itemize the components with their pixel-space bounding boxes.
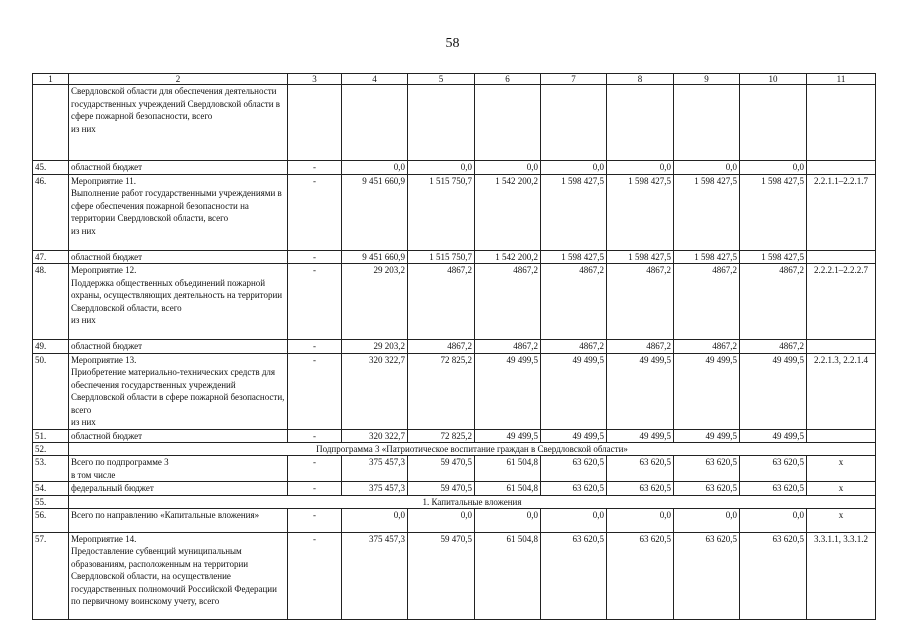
header-cell: 8 (607, 74, 674, 85)
target-index-cell (807, 429, 876, 443)
amount-cell: 49 499,5 (475, 353, 541, 429)
amount-cell: 4867,2 (740, 264, 807, 340)
table-row (33, 532, 876, 619)
target-index-cell: 3.3.1.1, 3.3.1.2 (807, 532, 876, 619)
header-cell: 7 (541, 74, 607, 85)
header-cell: 3 (288, 74, 342, 85)
amount-cell: 9 451 660,9 (342, 174, 408, 250)
amount-cell: 61 504,8 (475, 532, 541, 619)
page-number: 58 (445, 36, 460, 51)
item-name-cell: Свердловской области для обеспечения деятельности государственных учреждений Свердловской области в сфере пожарной безопасности, всего из них (69, 85, 288, 161)
item-name-cell: Мероприятие 11. Выполнение работ государственными учреждениями в сфере обеспечения пожарной безопасности на территории Свердловской области, всего из них (69, 174, 288, 250)
amount-cell: 0,0 (607, 161, 674, 175)
dash-cell: - (288, 161, 342, 175)
amount-cell: 59 470,5 (408, 482, 475, 496)
item-name-cell: областной бюджет (69, 429, 288, 443)
amount-cell: 1 598 427,5 (541, 174, 607, 250)
amount-cell: 4867,2 (408, 340, 475, 354)
amount-cell: 63 620,5 (541, 456, 607, 482)
dash-cell: - (288, 508, 342, 532)
dash-cell: - (288, 532, 342, 619)
amount-cell: 0,0 (607, 508, 674, 532)
amount-cell: 63 620,5 (740, 482, 807, 496)
amount-cell: 49 499,5 (607, 429, 674, 443)
amount-cell: 4867,2 (408, 264, 475, 340)
amount-cell: 0,0 (674, 161, 740, 175)
section-heading-cell: Подпрограмма 3 «Патриотическое воспитание граждан в Свердловской области» (69, 443, 876, 456)
amount-cell: 61 504,8 (475, 482, 541, 496)
amount-cell: 9 451 660,9 (342, 250, 408, 264)
row-number-cell: 48. (33, 264, 69, 340)
amount-cell: 4867,2 (475, 340, 541, 354)
amount-cell: 320 322,7 (342, 353, 408, 429)
table-row (33, 174, 876, 250)
target-index-cell (807, 85, 876, 161)
amount-cell: 59 470,5 (408, 456, 475, 482)
header-cell: 1 (33, 74, 69, 85)
item-name-cell: Мероприятие 14. Предоставление субвенций муниципальным образованиям, расположенным на территории Свердловской области, на осуществление государственных полномочий Российской Федерации по первичному воинскому учету, всего (69, 532, 288, 619)
amount-cell: 49 499,5 (740, 353, 807, 429)
amount-cell: 1 542 200,2 (475, 174, 541, 250)
amount-cell: 0,0 (475, 161, 541, 175)
amount-cell: 1 598 427,5 (607, 174, 674, 250)
row-number-cell: 45. (33, 161, 69, 175)
amount-cell: 49 499,5 (541, 353, 607, 429)
item-name-cell: Всего по подпрограмме 3 в том числе (69, 456, 288, 482)
target-index-cell: 2.2.1.1–2.2.1.7 (807, 174, 876, 250)
row-number-cell: 51. (33, 429, 69, 443)
amount-cell: 0,0 (740, 161, 807, 175)
table-row (33, 161, 876, 175)
amount-cell: 49 499,5 (674, 429, 740, 443)
row-number-cell: 56. (33, 508, 69, 532)
amount-cell: 375 457,3 (342, 532, 408, 619)
table-row (33, 85, 876, 161)
amount-cell: 63 620,5 (674, 532, 740, 619)
item-name-cell: областной бюджет (69, 250, 288, 264)
table-row (33, 482, 876, 496)
item-name-cell: Мероприятие 13. Приобретение материально-технических средств для обеспечения государственных учреждений Свердловской области в сфере пожарной безопасности, всего из них (69, 353, 288, 429)
item-name-cell: Мероприятие 12. Поддержка общественных объединений пожарной охраны, осуществляющих деятельность на территории Свердловской области, всего из них (69, 264, 288, 340)
target-index-cell (807, 250, 876, 264)
amount-cell: 0,0 (342, 508, 408, 532)
table-row (33, 353, 876, 429)
amount-cell: 0,0 (408, 161, 475, 175)
amount-cell: 1 515 750,7 (408, 250, 475, 264)
amount-cell: 63 620,5 (607, 482, 674, 496)
header-cell: 2 (69, 74, 288, 85)
amount-cell: 1 598 427,5 (674, 250, 740, 264)
amount-cell: 0,0 (541, 508, 607, 532)
amount-cell: 63 620,5 (541, 532, 607, 619)
item-name-cell: Всего по направлению «Капитальные вложения» (69, 508, 288, 532)
amount-cell: 4867,2 (475, 264, 541, 340)
amount-cell (740, 85, 807, 161)
amount-cell: 49 499,5 (541, 429, 607, 443)
amount-cell: 63 620,5 (607, 532, 674, 619)
row-number-cell: 57. (33, 532, 69, 619)
dash-cell: - (288, 174, 342, 250)
amount-cell: 4867,2 (607, 340, 674, 354)
row-number-cell: 49. (33, 340, 69, 354)
amount-cell: 63 620,5 (607, 456, 674, 482)
amount-cell: 4867,2 (607, 264, 674, 340)
header-cell: 6 (475, 74, 541, 85)
amount-cell: 320 322,7 (342, 429, 408, 443)
amount-cell: 1 598 427,5 (674, 174, 740, 250)
amount-cell: 375 457,3 (342, 456, 408, 482)
table-row (33, 495, 876, 508)
table-row (33, 508, 876, 532)
dash-cell: - (288, 456, 342, 482)
table-row (33, 456, 876, 482)
dash-cell: - (288, 482, 342, 496)
table-row (33, 443, 876, 456)
target-index-cell: x (807, 456, 876, 482)
dash-cell: - (288, 353, 342, 429)
target-index-cell (807, 161, 876, 175)
dash-cell: - (288, 250, 342, 264)
item-name-cell: федеральный бюджет (69, 482, 288, 496)
target-index-cell: 2.2.2.1–2.2.2.7 (807, 264, 876, 340)
amount-cell: 59 470,5 (408, 532, 475, 619)
row-number-cell: 54. (33, 482, 69, 496)
amount-cell: 63 620,5 (740, 456, 807, 482)
amount-cell: 1 598 427,5 (607, 250, 674, 264)
amount-cell: 1 598 427,5 (740, 250, 807, 264)
row-number-cell: 50. (33, 353, 69, 429)
dash-cell (288, 85, 342, 161)
section-heading-cell: 1. Капитальные вложения (69, 495, 876, 508)
amount-cell: 49 499,5 (607, 353, 674, 429)
row-number-cell: 52. (33, 443, 69, 456)
amount-cell: 1 515 750,7 (408, 174, 475, 250)
amount-cell: 4867,2 (740, 340, 807, 354)
budget-table (32, 73, 876, 620)
amount-cell: 61 504,8 (475, 456, 541, 482)
amount-cell (408, 85, 475, 161)
row-number-cell (33, 85, 69, 161)
amount-cell: 4867,2 (541, 264, 607, 340)
amount-cell (342, 85, 408, 161)
item-name-cell: областной бюджет (69, 340, 288, 354)
amount-cell: 1 542 200,2 (475, 250, 541, 264)
header-cell: 4 (342, 74, 408, 85)
table-row (33, 264, 876, 340)
row-number-cell: 53. (33, 456, 69, 482)
target-index-cell: x (807, 508, 876, 532)
target-index-cell: 2.2.1.3, 2.2.1.4 (807, 353, 876, 429)
amount-cell: 63 620,5 (674, 456, 740, 482)
amount-cell: 4867,2 (541, 340, 607, 354)
amount-cell: 63 620,5 (740, 532, 807, 619)
row-number-cell: 55. (33, 495, 69, 508)
header-cell: 11 (807, 74, 876, 85)
header-cell: 10 (740, 74, 807, 85)
header-cell: 9 (674, 74, 740, 85)
amount-cell: 49 499,5 (475, 429, 541, 443)
amount-cell: 1 598 427,5 (740, 174, 807, 250)
dash-cell: - (288, 340, 342, 354)
amount-cell: 49 499,5 (740, 429, 807, 443)
amount-cell: 0,0 (342, 161, 408, 175)
target-index-cell: x (807, 482, 876, 496)
header-row (33, 74, 876, 85)
amount-cell: 0,0 (475, 508, 541, 532)
amount-cell: 29 203,2 (342, 340, 408, 354)
table-row (33, 340, 876, 354)
amount-cell (674, 85, 740, 161)
amount-cell: 72 825,2 (408, 429, 475, 443)
amount-cell: 0,0 (740, 508, 807, 532)
amount-cell: 72 825,2 (408, 353, 475, 429)
dash-cell: - (288, 429, 342, 443)
amount-cell: 0,0 (408, 508, 475, 532)
target-index-cell (807, 340, 876, 354)
dash-cell: - (288, 264, 342, 340)
amount-cell: 29 203,2 (342, 264, 408, 340)
table-row (33, 429, 876, 443)
amount-cell (475, 85, 541, 161)
amount-cell: 0,0 (674, 508, 740, 532)
amount-cell: 375 457,3 (342, 482, 408, 496)
amount-cell: 0,0 (541, 161, 607, 175)
item-name-cell: областной бюджет (69, 161, 288, 175)
amount-cell (607, 85, 674, 161)
amount-cell: 1 598 427,5 (541, 250, 607, 264)
amount-cell (541, 85, 607, 161)
amount-cell: 63 620,5 (541, 482, 607, 496)
amount-cell: 63 620,5 (674, 482, 740, 496)
amount-cell: 49 499,5 (674, 353, 740, 429)
amount-cell: 4867,2 (674, 340, 740, 354)
amount-cell: 4867,2 (674, 264, 740, 340)
header-cell: 5 (408, 74, 475, 85)
table-row (33, 250, 876, 264)
row-number-cell: 46. (33, 174, 69, 250)
row-number-cell: 47. (33, 250, 69, 264)
